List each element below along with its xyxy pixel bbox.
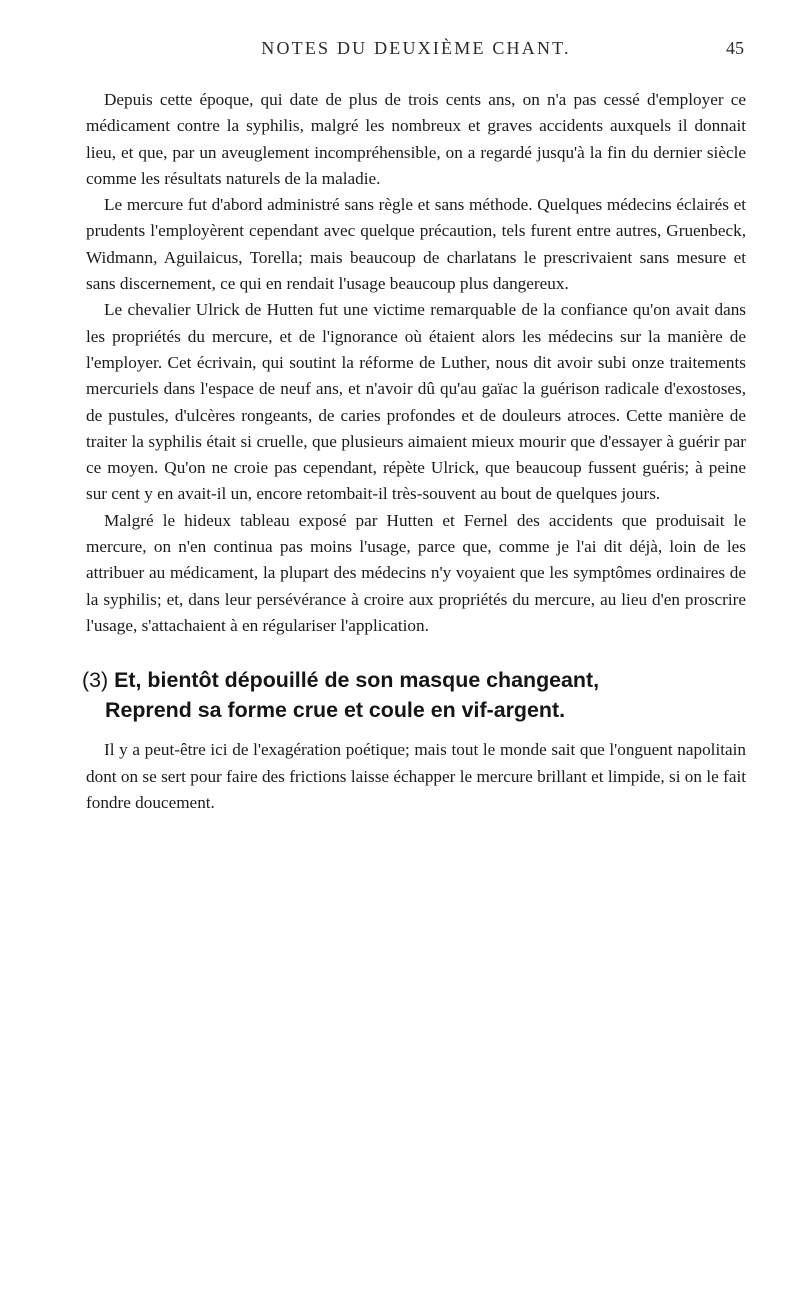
running-head (88, 38, 744, 66)
verse-line-1 (82, 665, 746, 695)
paragraph-4: Malgré le hideux tableau exposé par Hutten et Fernel des accidents que produisait le mercure, on n'en continua pas moins l'usage, parce que, comme je l'ai dit déjà, loin de les attribuer au médicament, la plupart des médecins n'y voyaient que les symptômes ordinaires de la syphilis; et, dans leur persévérance à croire aux propriétés du mercure, au lieu d'en proscrire l'usage, s'attachaient à en régulariser l'application. (86, 510, 746, 635)
verse-line-1-text: Et, bientôt dépouillé de son masque changeant, (114, 668, 600, 693)
paragraph-1: Depuis cette époque, qui date de plus de trois cents ans, on n'a pas cessé d'employer ce médicament contre la syphilis, malgré les nombreux et graves accidents auxquels il donnait lieu, et que, par un aveuglement incompréhensible, on a regardé jusqu'à la fin du dernier siècle comme les résultats naturels de la maladie. (86, 90, 746, 188)
verse-line-2: Reprend sa forme crue et coule en vif-argent. (105, 698, 566, 723)
note-marker: (3) (82, 668, 109, 693)
running-title: NOTES DU DEUXIÈME CHANT. (261, 38, 571, 58)
paragraph-3: Le chevalier Ulrick de Hutten fut une victime remarquable de la confiance qu'on avait dans les propriétés du mercure, et de l'ignorance où étaient alors les médecins sur la manière de l'employer. Cet écrivain, qui soutint la réforme de Luther, nous dit avoir subi onze traitements mercuriels dans l'espace de neuf ans, et n'avoir dû qu'au gaïac la guérison radicale d'exostoses, de pustules, d'ulcères rongeants, de caries profondes et de douleurs atroces. Cette manière de traiter la syphilis était si cruelle, que plusieurs aimaient mieux mourir que d'essayer à guérir par ce moyen. Qu'on ne croie pas cependant, répète Ulrick, que beaucoup fussent guéris; à peine sur cent y en avait-il un, encore retombait-il très-souvent au bout de quelques jours. (86, 300, 746, 504)
page-number: 45 (726, 38, 744, 58)
paragraph-2: Le mercure fut d'abord administré sans règle et sans méthode. Quelques médecins éclairés et prudents l'employèrent cependant avec quelque précaution, tels furent entre autres, Gruenbeck, Widmann, Aguilaicus, Torella; mais beaucoup de charlatans le prescrivaient sans mesure et sans discernement, ce qui en rendait l'usage beaucoup plus dangereux. (86, 195, 746, 294)
verse-quotation (82, 665, 746, 725)
body-text (82, 87, 746, 816)
closing-paragraph: Il y a peut-être ici de l'exagération poétique; mais tout le monde sait que l'onguent napolitain dont on se sert pour faire des frictions laisse échapper le mercure brillant et limpide, si on le fait fondre doucement. (86, 740, 746, 812)
